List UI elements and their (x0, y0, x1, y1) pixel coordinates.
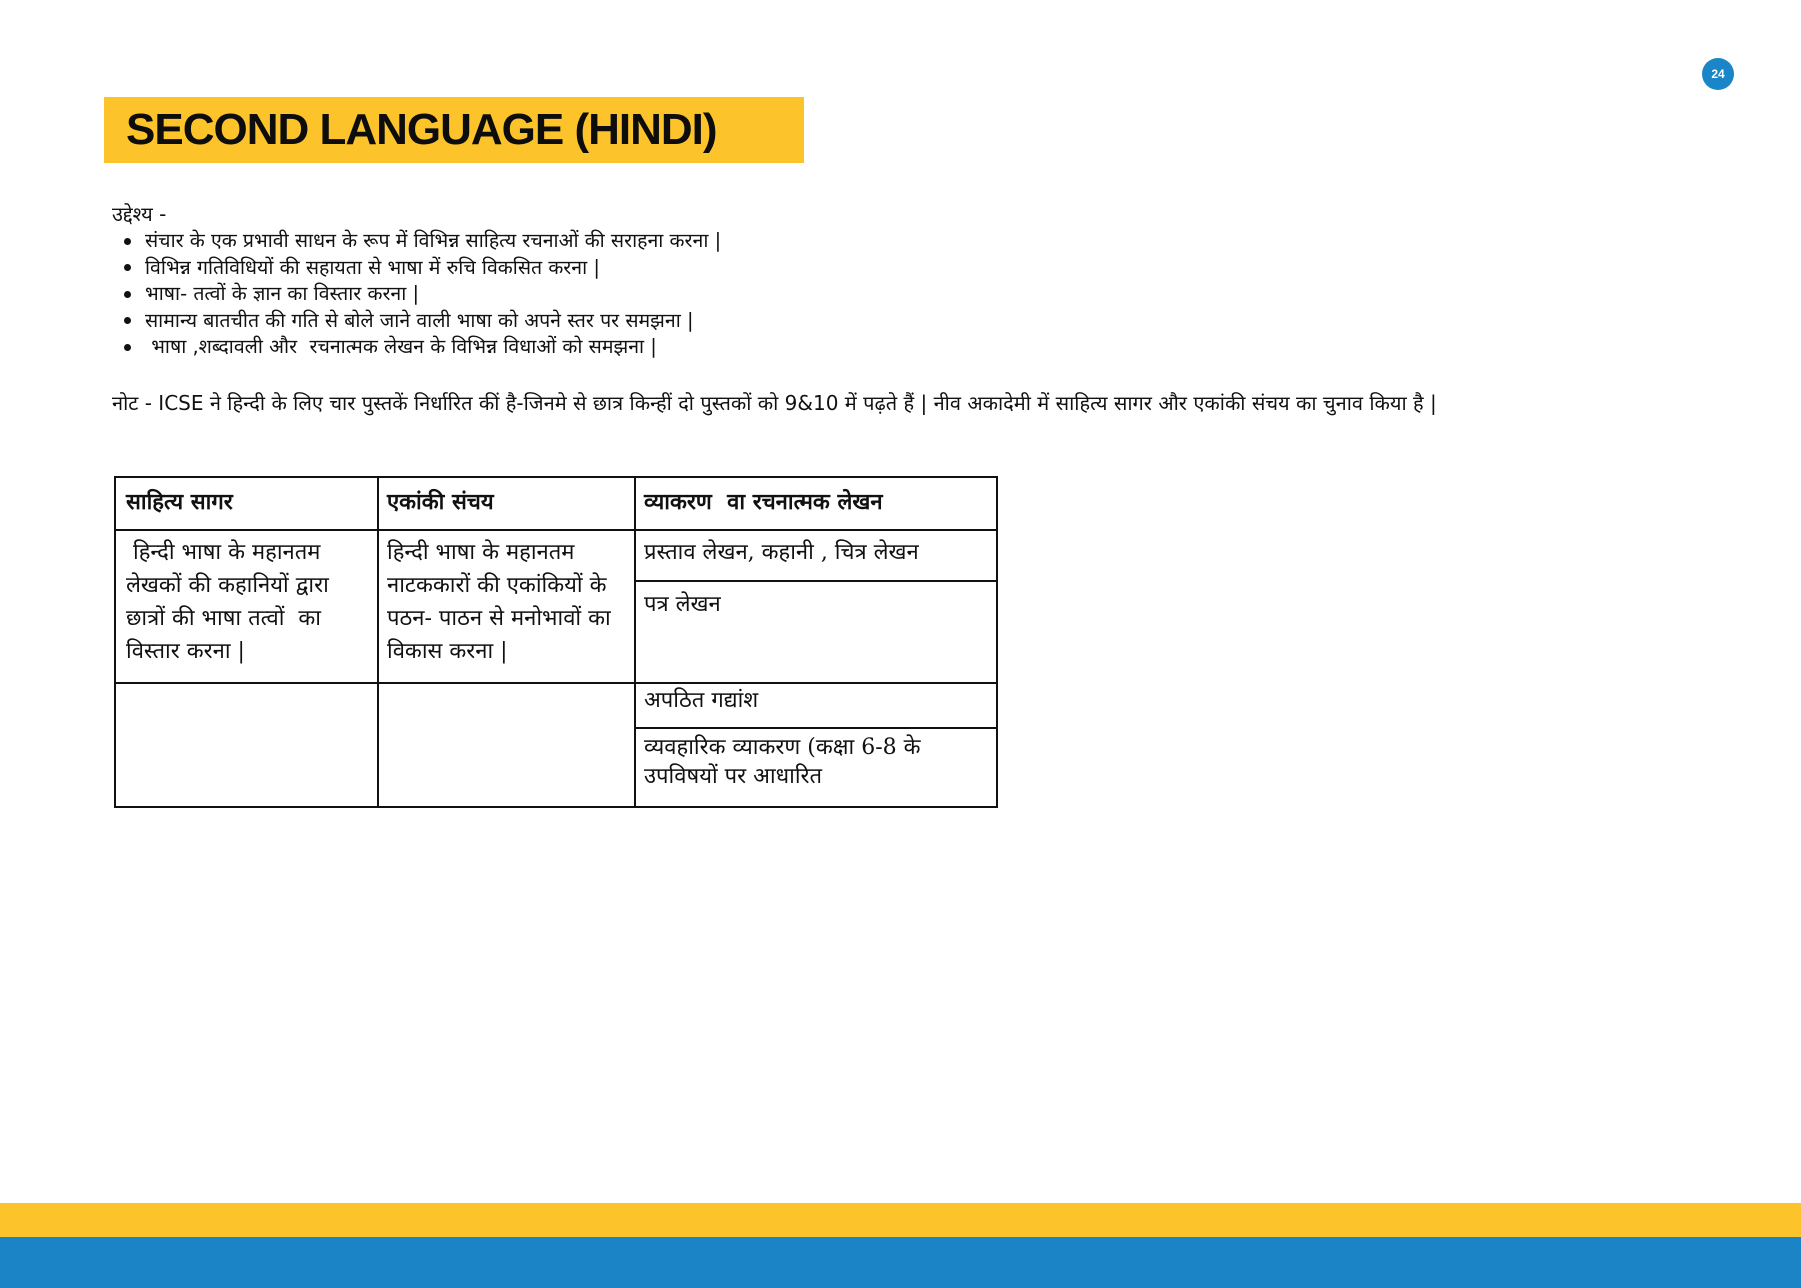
header-divider (116, 529, 996, 531)
list-item (124, 228, 721, 255)
column-divider (634, 478, 636, 806)
bullet-icon (124, 344, 131, 351)
table-cell-vyakaran-item: अपठित गद्यांश (644, 688, 759, 713)
list-item (124, 255, 721, 282)
table-header-vyakaran: व्याकरण वा रचनात्मक लेखन (644, 489, 883, 515)
objective-text: भाषा- तत्वों के ज्ञान का विस्तार करना | (145, 282, 420, 305)
note-paragraph: नोट - ICSE ने हिन्दी के लिए चार पुस्तकें निर्धारित कीं है-जिनमे से छात्र किन्हीं दो पुस्तकों को 9&10 में पढ़ते हैं | नीव अकादेमी में साहित्य सागर और एकांकी संचय का चुनाव किया है | (112, 391, 1437, 415)
table-cell-vyakaran-item: व्यवहारिक व्याकरण (कक्षा 6-8 के उपविषयों पर आधारित (644, 735, 921, 789)
column-divider (377, 478, 379, 806)
cell-divider (634, 580, 996, 582)
list-item (124, 308, 721, 335)
objective-text: संचार के एक प्रभावी साधन के रूप में विभिन्न साहित्य रचनाओं की सराहना करना | (145, 229, 722, 252)
bullet-icon (124, 264, 131, 271)
footer-blue-band (0, 1237, 1801, 1288)
table-header-ekanki-sanchay: एकांकी संचय (387, 489, 494, 515)
page-number-badge: 24 (1702, 58, 1734, 90)
table-cell-sahitya-sagar: हिन्दी भाषा के महानतम लेखकों की कहानियों द्वारा छात्रों की भाषा तत्वों का विस्तार करना | (126, 540, 336, 664)
table-cell-vyakaran-item: प्रस्ताव लेखन, कहानी , चित्र लेखन (644, 540, 919, 565)
bullet-icon (124, 317, 131, 324)
title-banner (104, 97, 804, 163)
table-header-sahitya-sagar: साहित्य सागर (126, 489, 233, 515)
objective-text: विभिन्न गतिविधियों की सहायता से भाषा में रुचि विकसित करना | (145, 255, 600, 279)
objectives-heading: उद्देश्य - (112, 202, 167, 226)
page-title: SECOND LANGUAGE (HINDI) (126, 105, 717, 154)
table-cell-vyakaran-item: पत्र लेखन (644, 592, 721, 617)
list-item (124, 334, 721, 361)
list-item (124, 281, 721, 308)
table-cell-ekanki-sanchay: हिन्दी भाषा के महानतम नाटककारों की एकांकियों के पठन- पाठन से मनोभावों का विकास करना | (387, 540, 611, 664)
bullet-icon (124, 291, 131, 298)
footer-yellow-band (0, 1203, 1801, 1237)
objective-text: भाषा ,शब्दावली और रचनात्मक लेखन के विभिन्न विधाओं को समझना | (145, 335, 657, 358)
bullet-icon (124, 238, 131, 245)
syllabus-table (114, 476, 998, 808)
objectives-list (124, 228, 721, 361)
cell-divider (634, 727, 996, 729)
objective-text: सामान्य बातचीत की गति से बोले जाने वाली भाषा को अपने स्तर पर समझना | (145, 308, 694, 332)
